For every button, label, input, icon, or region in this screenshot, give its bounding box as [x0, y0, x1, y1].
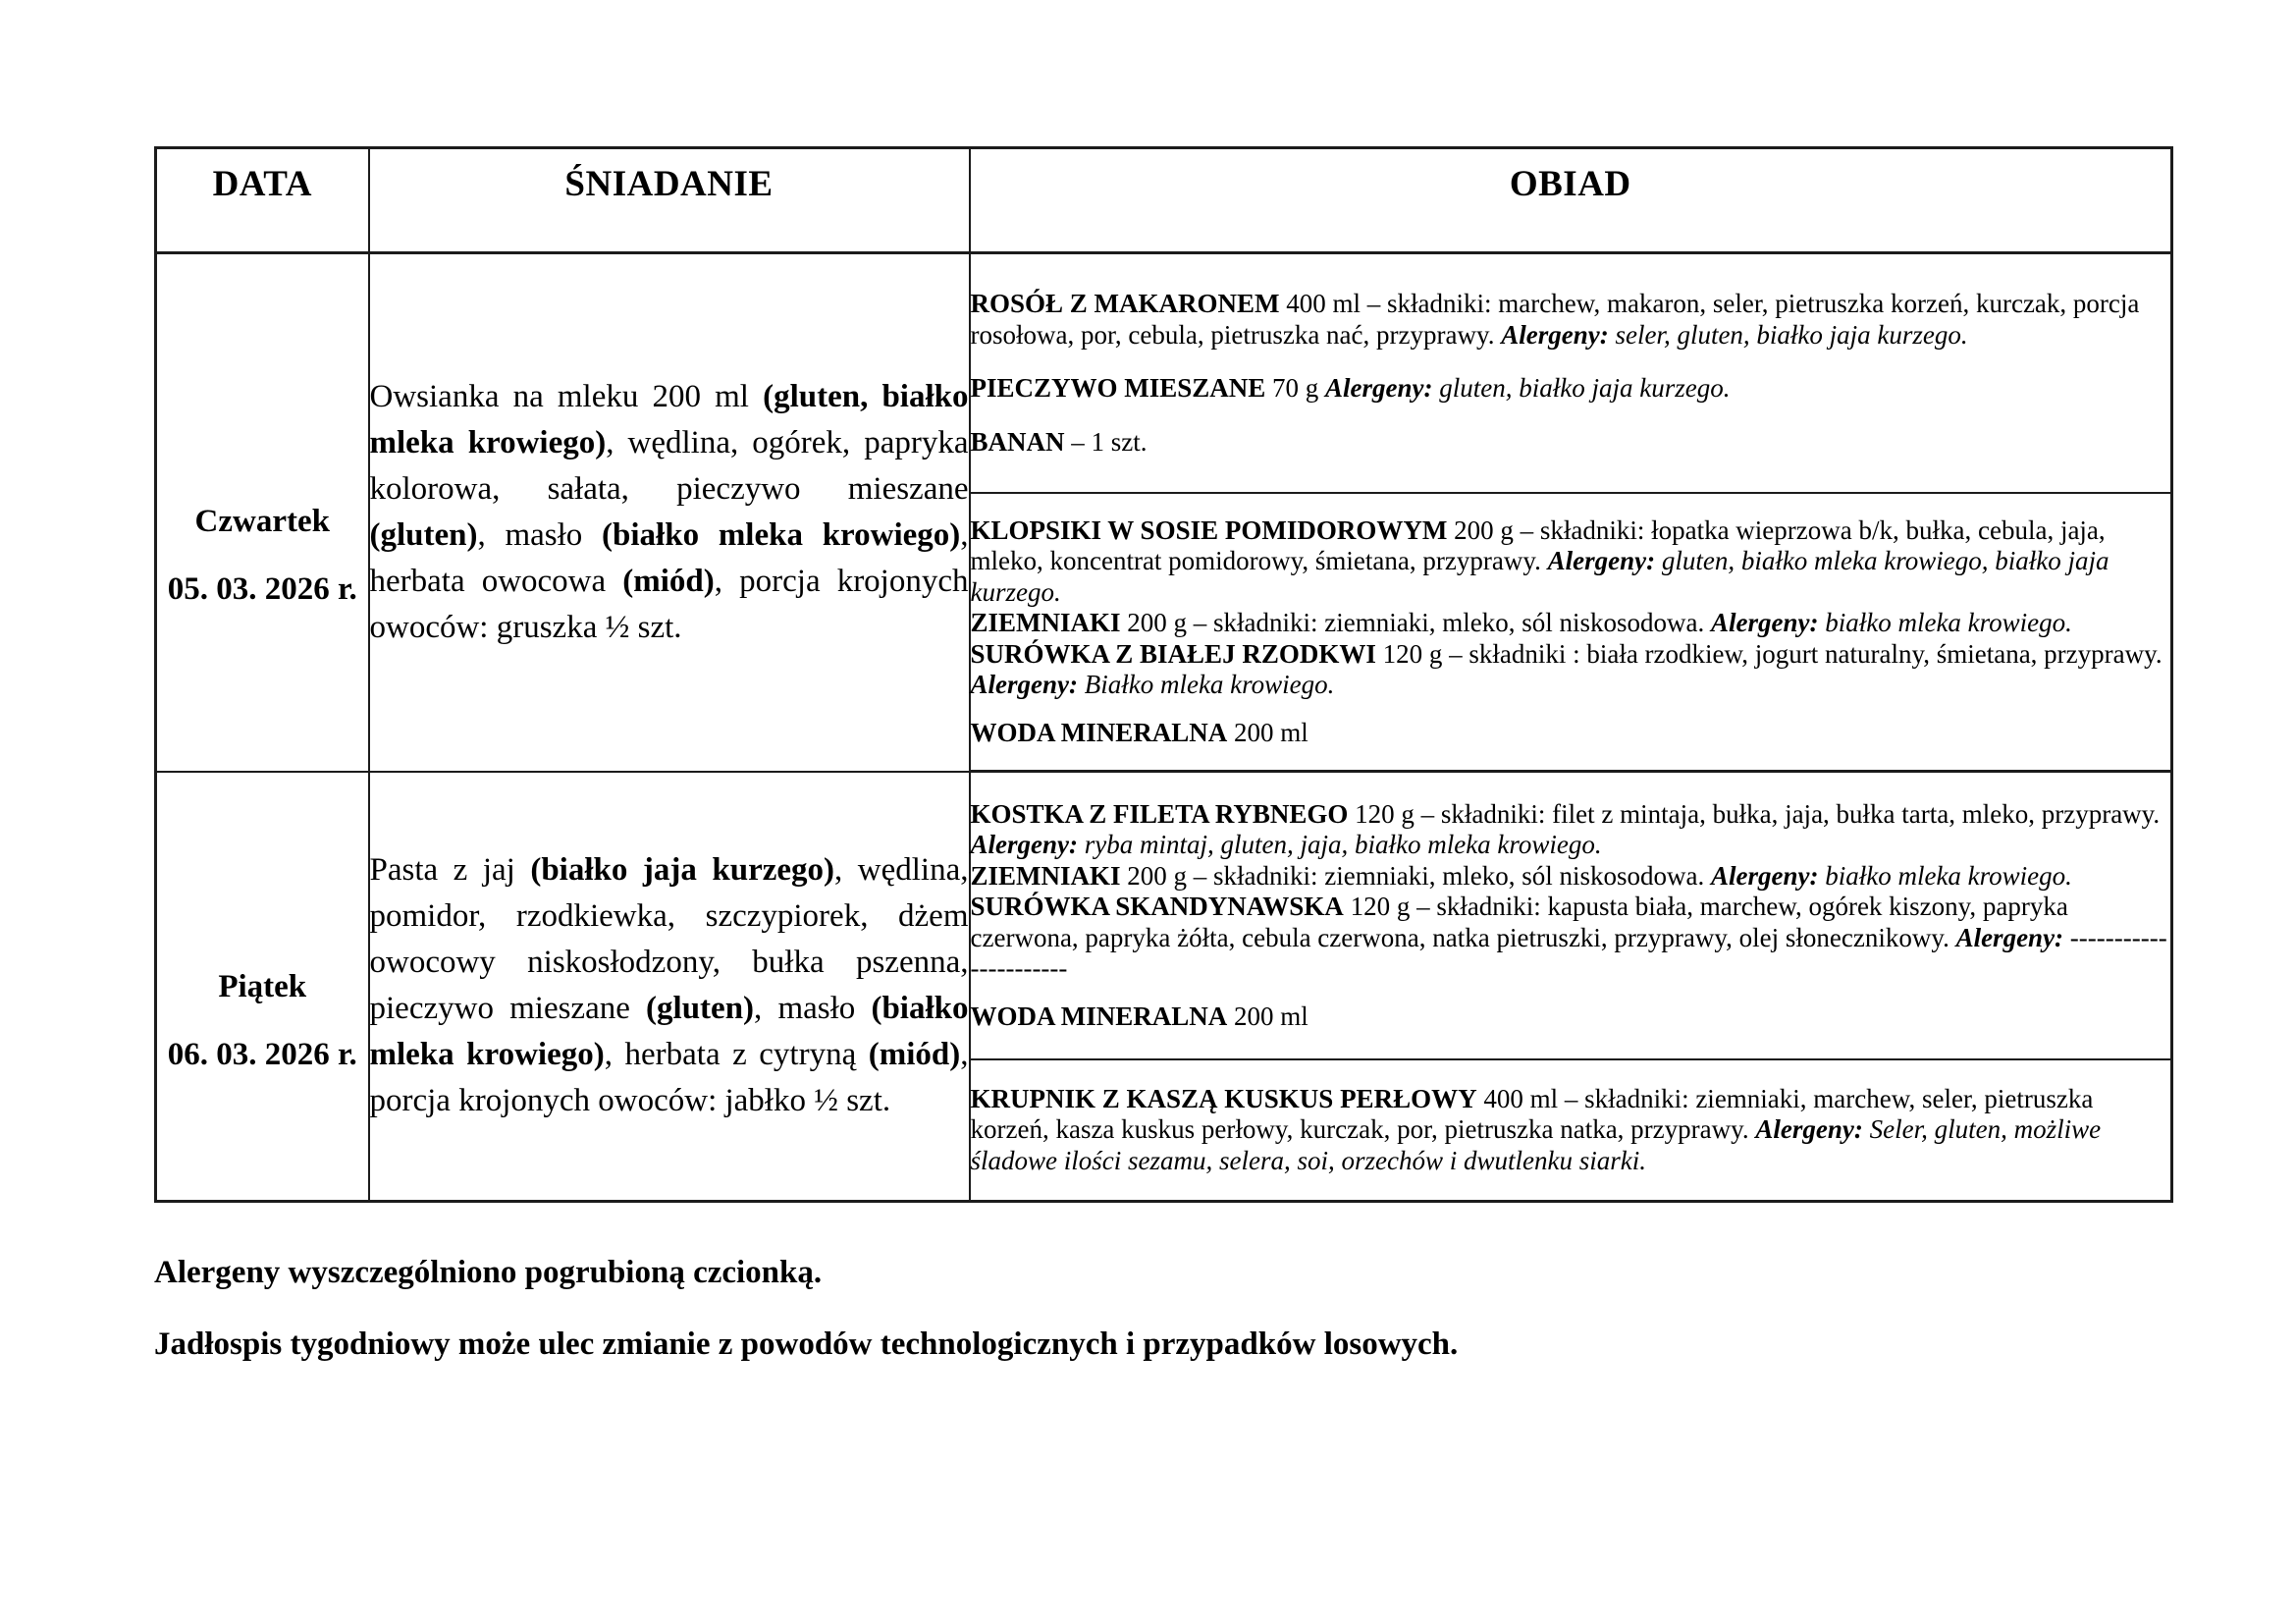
- dinner-cell-thursday-soup-course: [970, 253, 2172, 494]
- dish-surowka-rzodkiew: SURÓWKA Z BIAŁEJ RZODKWI 120 g – składniki : biała rzodkiew, jogurt naturalny, śmietana, przyprawy. Alergeny: Białko mleka krowiego.: [970, 638, 2163, 700]
- day-date-friday: 06. 03. 2026 r.: [167, 1037, 357, 1073]
- dinner-cell-friday-soup-course: [970, 1059, 2172, 1202]
- row-friday: [156, 772, 2172, 1060]
- header-row: [156, 148, 2172, 253]
- col-header-data: DATA: [156, 148, 369, 253]
- dish-klopsiki: KLOPSIKI W SOSIE POMIDOROWYM 200 g – składniki: łopatka wieprzowa b/k, bułka, cebula, jaja, mleko, koncentrat pomidorowy, śmietana, przyprawy. Alergeny: gluten, białko mleka krowiego, białko jaja kurzego.: [970, 514, 2109, 607]
- row-thursday: [156, 253, 2172, 494]
- dish-kostka-rybna: KOSTKA Z FILETA RYBNEGO 120 g – składniki: filet z mintaja, bułka, jaja, bułka tarta, mleko, przyprawy. Alergeny: ryba mintaj, gluten, jaja, białko mleka krowiego.: [970, 798, 2161, 860]
- col-header-obiad: OBIAD: [970, 148, 2172, 253]
- day-name-thursday: Czwartek: [194, 503, 330, 539]
- dinner-cell-thursday-main-course: [970, 493, 2172, 772]
- breakfast-text-thursday: Owsianka na mleku 200 ml (gluten, białko mleka krowiego), wędlina, ogórek, papryka kolorowa, sałata, pieczywo mieszane (gluten), masło (białko mleka krowiego), herbata owocowa (miód), porcja krojonych owoców: gruszka ½ szt.: [369, 378, 969, 645]
- breakfast-text-friday: Pasta z jaj (białko jaja kurzego), wędlina, pomidor, rzodkiewka, szczypiorek, dżem owocowy niskosłodzony, bułka pszenna, pieczywo mieszane (gluten), masło (białko mleka krowiego), herbata z cytryną (miód), porcja krojonych owoców: jabłko ½ szt.: [369, 852, 969, 1119]
- footer-notes: [154, 1255, 2216, 1363]
- date-cell-friday: [156, 772, 369, 1202]
- dish-banan: BANAN – 1 szt.: [970, 426, 1148, 457]
- dinner-cell-friday-main-course: [970, 772, 2172, 1060]
- note-allergens-bold: Alergeny wyszczególniono pogrubioną czcionką.: [154, 1255, 823, 1290]
- dish-ziemniaki-friday: ZIEMNIAKI 200 g – składniki: ziemniaki, mleko, sól niskosodowa. Alergeny: białko mleka krowiego.: [970, 860, 2072, 891]
- dish-surowka-skandynawska: SURÓWKA SKANDYNAWSKA 120 g – składniki: kapusta biała, marchew, ogórek kiszony, papryka czerwona, papryka żółta, cebula czerwona, natka pietruszki, przyprawy, olej słonecznikowy. Alergeny: ----------------------: [970, 892, 2167, 984]
- date-cell-thursday: [156, 253, 369, 772]
- note-menu-change: Jadłospis tygodniowy może ulec zmianie z powodów technologicznych i przypadków losowych.: [154, 1326, 1459, 1362]
- dish-woda-thursday: WODA MINERALNA 200 ml: [970, 717, 1308, 747]
- day-date-thursday: 05. 03. 2026 r.: [167, 570, 357, 607]
- dish-woda-friday: WODA MINERALNA 200 ml: [970, 1001, 1308, 1031]
- day-name-friday: Piątek: [218, 969, 307, 1005]
- menu-table: [154, 146, 2173, 1203]
- col-header-sniadanie: ŚNIADANIE: [369, 148, 970, 253]
- dish-rosol: ROSÓŁ Z MAKARONEM 400 ml – składniki: marchew, makaron, seler, pietruszka korzeń, kurczak, porcja rosołowa, por, cebula, pietruszka nać, przyprawy. Alergeny: seler, gluten, białko jaja kurzego.: [970, 289, 2140, 350]
- dish-ziemniaki-thursday: ZIEMNIAKI 200 g – składniki: ziemniaki, mleko, sól niskosodowa. Alergeny: białko mleka krowiego.: [970, 608, 2072, 638]
- dish-krupnik: KRUPNIK Z KASZĄ KUSKUS PERŁOWY 400 ml – składniki: ziemniaki, marchew, seler, pietruszka korzeń, kasza kuskus perłowy, kurczak, por, pietruszka natka, przyprawy. Alergeny: Seler, gluten, możliwe śladowe ilości sezamu, selera, soi, orzechów i dwutlenku siarki.: [970, 1083, 2102, 1175]
- dish-pieczywo: PIECZYWO MIESZANE 70 g Alergeny: gluten, białko jaja kurzego.: [970, 373, 1731, 403]
- breakfast-cell-thursday: [369, 253, 970, 772]
- breakfast-cell-friday: [369, 772, 970, 1202]
